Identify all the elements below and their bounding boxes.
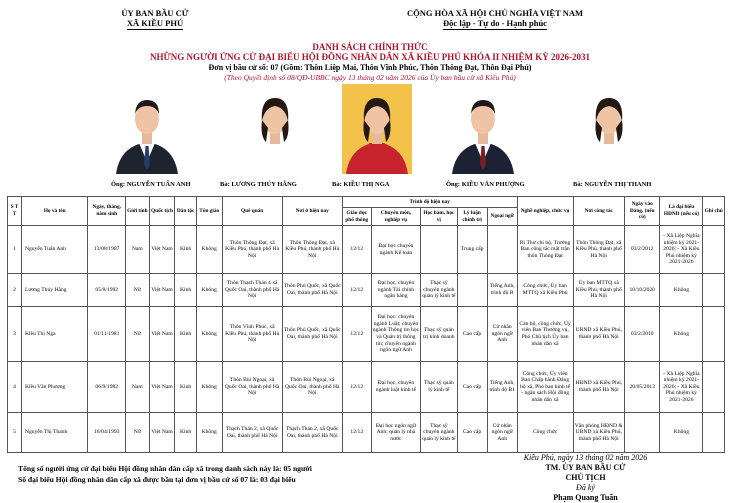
cell-specialty: Đại học: chuyên ngành Luật; chuyên ngành Thông tin học và Quản trị thông tin; chuyên ngành ngôn ngữ Anh (371, 307, 420, 362)
cell-workplace: Văn phòng HĐND & UBND xã Kiều Phú, thành phố Hà Nội (573, 413, 625, 453)
cell-ethnicity: Kinh (175, 307, 196, 362)
cell-residence: Thạch Thán 2, xã Quốc Oai, thành phố Hà Nội (282, 413, 342, 453)
national-motto-line2: Độc lập - Tự do - Hạnh phúc (443, 18, 547, 28)
cell-nationality: Việt Nam (149, 362, 175, 413)
electoral-unit: Đơn vị bầu cử số: 07 (Gồm: Thôn Liệp Mai, Thôn Vĩnh Phúc, Thôn Thông Đạt, Thôn Đại Phú) (208, 63, 532, 72)
cell-name: Kiều Thị Nga (21, 307, 88, 362)
cell-occupation: Công chức (517, 413, 573, 453)
cell-specialty: Đại học ngôn ngữ Anh; quản lý nhà nước (371, 413, 420, 453)
cell-politics (457, 274, 487, 307)
cell-religion: Không (196, 413, 222, 453)
cell-delegate: - Xã Liệp Nghĩa nhiệm kỳ 2021-2026; - Xã Kiều Phú nhiệm kỳ 2021-2026 (660, 226, 703, 274)
summary-seats: Số đại biểu Hội đồng nhân dân cấp xã được bầu tại đơn vị bầu cử số 07 là: 03 đại biểu (18, 475, 296, 484)
national-motto (395, 8, 595, 30)
cell-stt: 4 (8, 362, 22, 413)
signing-title: CHỦ TỊCH (565, 473, 606, 482)
header-dob: Ngày, tháng, năm sinh (88, 197, 126, 226)
header-sex: Giới tính (126, 197, 150, 226)
place-date: Kiều Phú, ngày 13 tháng 02 năm 2026 (523, 453, 648, 462)
cell-sex: Nữ (126, 274, 150, 307)
header-party-date: Ngày vào Đảng, (nếu có) (625, 197, 660, 226)
cell-nationality: Việt Nam (149, 307, 175, 362)
cell-note (703, 362, 725, 413)
cell-religion: Không (196, 226, 222, 274)
cell-workplace: Thôn Thông Đạt, xã Kiều Phú, thành phố Hà Nội (573, 226, 625, 274)
cell-general-edu: 12/12 (342, 362, 371, 413)
cell-language (487, 226, 517, 274)
cell-stt: 5 (8, 413, 22, 453)
cell-hometown: Thạch Thán 2, xã Quốc Oai, thành phố Hà Nội (222, 413, 282, 453)
cell-hometown: Thôn Bùi Ngoại, xã Quốc Oai, thành phố Hà Nội (222, 362, 282, 413)
candidate-photo-caption: Ông: NGUYỄN TUẤN ANH (111, 181, 191, 188)
cell-workplace: UBND xã Kiều Phú, thành phố Hà Nội (573, 307, 625, 362)
cell-stt: 2 (8, 274, 22, 307)
cell-hometown: Thôn Vĩnh Phúc, xã Kiều Phú, thành phố Hà Nội (222, 307, 282, 362)
cell-politics: Cao cấp (457, 307, 487, 362)
header-stt: S T T (8, 197, 22, 226)
cell-residence: Thôn Bùi Ngoại, xã Quốc Oai, thành phố Hà Nội (282, 362, 342, 413)
cell-dob: 05/8/1992 (88, 274, 126, 307)
cell-politics: Cao cấp (457, 413, 487, 453)
cell-dob: 01/11/1981 (88, 307, 126, 362)
cell-residence: Thôn Thông Đạt, xã Kiều Phú, thành phố Hà Nội (282, 226, 342, 274)
cell-politics: Cao cấp (457, 362, 487, 413)
signing-organization: TM. ỦY BAN BẦU CỬ (545, 463, 626, 472)
header-ethnicity: Dân tộc (175, 197, 196, 226)
candidate-photo (112, 84, 182, 174)
portrait-image (574, 84, 644, 174)
table-row (8, 362, 725, 413)
cell-specialty: Đại học, chuyên ngành Tài chính ngân hàng (371, 274, 420, 307)
cell-general-edu: 12/12 (342, 413, 371, 453)
issuing-authority-line2: XÃ KIỀU PHÚ (126, 18, 184, 28)
signature-block (508, 453, 663, 503)
cell-degree: Thạc sỹ quản lý kinh tế (421, 362, 457, 413)
cell-specialty: Đại học, chuyên ngành luật kinh tế (371, 362, 420, 413)
cell-ethnicity: Kinh (175, 413, 196, 453)
cell-stt: 3 (8, 307, 22, 362)
cell-name: Nguyễn Tuấn Anh (21, 226, 88, 274)
portrait-image (112, 84, 182, 174)
issuing-authority-line1: ỦY BAN BẦU CỬ (121, 8, 189, 18)
header-specialty: Chuyên môn, nghiệp vụ (371, 208, 420, 226)
cell-delegate: Không (660, 274, 703, 307)
cell-ethnicity: Kinh (175, 362, 196, 413)
cell-delegate: Không (660, 413, 703, 453)
table-row (8, 274, 725, 307)
header-degree: Học hàm, học vị (421, 208, 457, 226)
summary-total-candidates: Tổng số người ứng cử đại biểu Hội đồng nhân dân cấp xã trong danh sách này là: 05 người (18, 464, 312, 473)
candidate-photo-caption: Bà: LƯƠNG THÚY HẰNG (220, 181, 297, 188)
header-occupation: Nghề nghiệp, chức vụ (517, 197, 573, 226)
cell-name: Lương Thúy Hằng (21, 274, 88, 307)
cell-politics: Trung cấp (457, 226, 487, 274)
candidate-table-body (8, 226, 725, 453)
cell-workplace: HĐND xã Kiều Phú, thành phố Hà Nội (573, 362, 625, 413)
cell-degree: Thạc sỹ chuyên ngành quản lý kinh tế (421, 274, 457, 307)
candidate-photo-caption: Bà: NGUYỄN THỊ THANH (573, 181, 652, 188)
header-religion: Tôn giáo (196, 197, 222, 226)
header-language: Ngoại ngữ (487, 208, 517, 226)
cell-language: Tiếng Anh, trình độ B (487, 274, 517, 307)
header-general-edu: Giáo dục phổ thông (342, 208, 371, 226)
cell-sex: Nữ (126, 413, 150, 453)
candidate-photo (342, 84, 412, 174)
cell-occupation: Công chức, Ủy viên Ban Chấp hành Đảng bộ xã, Phó ban kinh tế - ngân sách Hội đồng nhân dân xã (517, 362, 573, 413)
cell-sex: Nam (126, 226, 150, 274)
portrait-image (342, 84, 412, 174)
table-row (8, 413, 725, 453)
candidate-table (7, 196, 725, 453)
cell-occupation: Cán bộ, công chức, Ủy viên Ban Thường vụ, Phó Chủ tịch Ủy ban nhân dân xã (517, 307, 573, 362)
header-note: Ghi chú (703, 197, 725, 226)
cell-dob: 06/9/1982 (88, 362, 126, 413)
candidate-photo (574, 84, 644, 174)
header-nationality: Quốc tịch (149, 197, 175, 226)
cell-occupation: Công chức, Ủy ban MTTQ xã Kiều Phú (517, 274, 573, 307)
candidate-photo (240, 84, 310, 174)
candidate-photo-caption: Bà: KIỀU THỊ NGA (332, 181, 390, 188)
cell-general-edu: 12/12 (342, 274, 371, 307)
cell-occupation: Bí Thư chi bộ, Trưởng Ban công tác mặt trận thôn Thông Đạt (517, 226, 573, 274)
cell-religion: Không (196, 307, 222, 362)
cell-residence: Thôn Phú Quốc, xã Quốc Oai, thành phố Hà Nội (282, 274, 342, 307)
cell-name: Nguyễn Thị Thanh (21, 413, 88, 453)
cell-party-date: 20/05/2013 (625, 362, 660, 413)
cell-nationality: Việt Nam (149, 274, 175, 307)
cell-hometown: Thôn Thạch Thán 4 xã Quốc Oai, thành phố Hà Nội (222, 274, 282, 307)
signature-status: Đã ký (576, 483, 595, 492)
header-delegate: Là đại biểu HĐND (nếu có) (660, 197, 703, 226)
cell-stt: 1 (8, 226, 22, 274)
cell-religion: Không (196, 362, 222, 413)
document-subtitle: NHỮNG NGƯỜI ỨNG CỬ ĐẠI BIỂU HỘI ĐỒNG NHÂN DÂN XÃ KIỀU PHÚ KHÓA II NHIỆM KỲ 2026-2031 (150, 52, 590, 62)
cell-general-edu: 12/12 (342, 226, 371, 274)
cell-ethnicity: Kinh (175, 226, 196, 274)
cell-sex: Nam (126, 362, 150, 413)
header-workplace: Nơi công tác (573, 197, 625, 226)
cell-note (703, 226, 725, 274)
header-education-group: Trình độ hiện nay (342, 197, 517, 208)
cell-workplace: Ủy ban MTTQ xã Kiều Phú, thành phố Hà Nội (573, 274, 625, 307)
portrait-image (240, 84, 310, 174)
cell-dob: 16/04/1993 (88, 413, 126, 453)
cell-note (703, 307, 725, 362)
cell-hometown: Thôn Thông Đạt, xã Kiều Phú, thành phố Hà Nội (222, 226, 282, 274)
cell-nationality: Việt Nam (149, 226, 175, 274)
cell-degree: Thạc sỹ quản trị kinh doanh (421, 307, 457, 362)
cell-nationality: Việt Nam (149, 413, 175, 453)
cell-residence: Thôn Phú Quốc, xã Quốc Oai, thành phố Hà Nội (282, 307, 342, 362)
cell-party-date: 03/2/2010 (625, 307, 660, 362)
cell-degree: Thạc sỹ chuyên ngành quản lý kinh tế (421, 413, 457, 453)
candidate-photo-caption: Ông: KIỀU VĂN PHƯỢNG (446, 181, 525, 188)
issuing-authority (95, 8, 215, 30)
cell-sex: Nữ (126, 307, 150, 362)
cell-language: Cử nhân ngôn ngữ Anh (487, 413, 517, 453)
table-row (8, 226, 725, 274)
candidate-photo (448, 84, 518, 174)
header-hometown: Quê quán (222, 197, 282, 226)
national-motto-line1: CỘNG HÒA XÃ HỘI CHỦ NGHĨA VIỆT NAM (406, 8, 584, 18)
header-residence: Nơi ở hiện nay (282, 197, 342, 226)
header-politics: Lý luận chính trị (457, 208, 487, 226)
cell-party-date: 03/2/2012 (625, 226, 660, 274)
cell-name: Kiều Văn Phượng (21, 362, 88, 413)
cell-ethnicity: Kinh (175, 274, 196, 307)
header-name: Họ và tên (21, 197, 88, 226)
cell-delegate: - Xã Liệp Nghĩa nhiệm kỳ 2021-2026; - Xã Kiều Phú nhiệm kỳ 2021-2026 (660, 362, 703, 413)
cell-specialty: Đại học chuyên ngành Kế toán (371, 226, 420, 274)
cell-party-date (625, 413, 660, 453)
cell-dob: 13/08/1987 (88, 226, 126, 274)
table-row (8, 307, 725, 362)
cell-note (703, 274, 725, 307)
document-title: DANH SÁCH CHÍNH THỨC (312, 42, 428, 52)
cell-general-edu: 12/12 (342, 307, 371, 362)
cell-language: Tiếng Anh, trình độ B1 (487, 362, 517, 413)
cell-degree (421, 226, 457, 274)
decision-reference: (Theo Quyết định số 08/QĐ-UBBC ngày 13 tháng 02 năm 2026 của Ủy ban bầu cử xã Kiều Phú) (224, 73, 516, 82)
cell-note (703, 413, 725, 453)
cell-religion: Không (196, 274, 222, 307)
signer-name: Phạm Quang Tuấn (553, 493, 618, 502)
cell-language: Cử nhân ngôn ngữ Anh (487, 307, 517, 362)
cell-delegate: Không (660, 307, 703, 362)
portrait-image (448, 84, 518, 174)
cell-party-date: 10/10/2020 (625, 274, 660, 307)
